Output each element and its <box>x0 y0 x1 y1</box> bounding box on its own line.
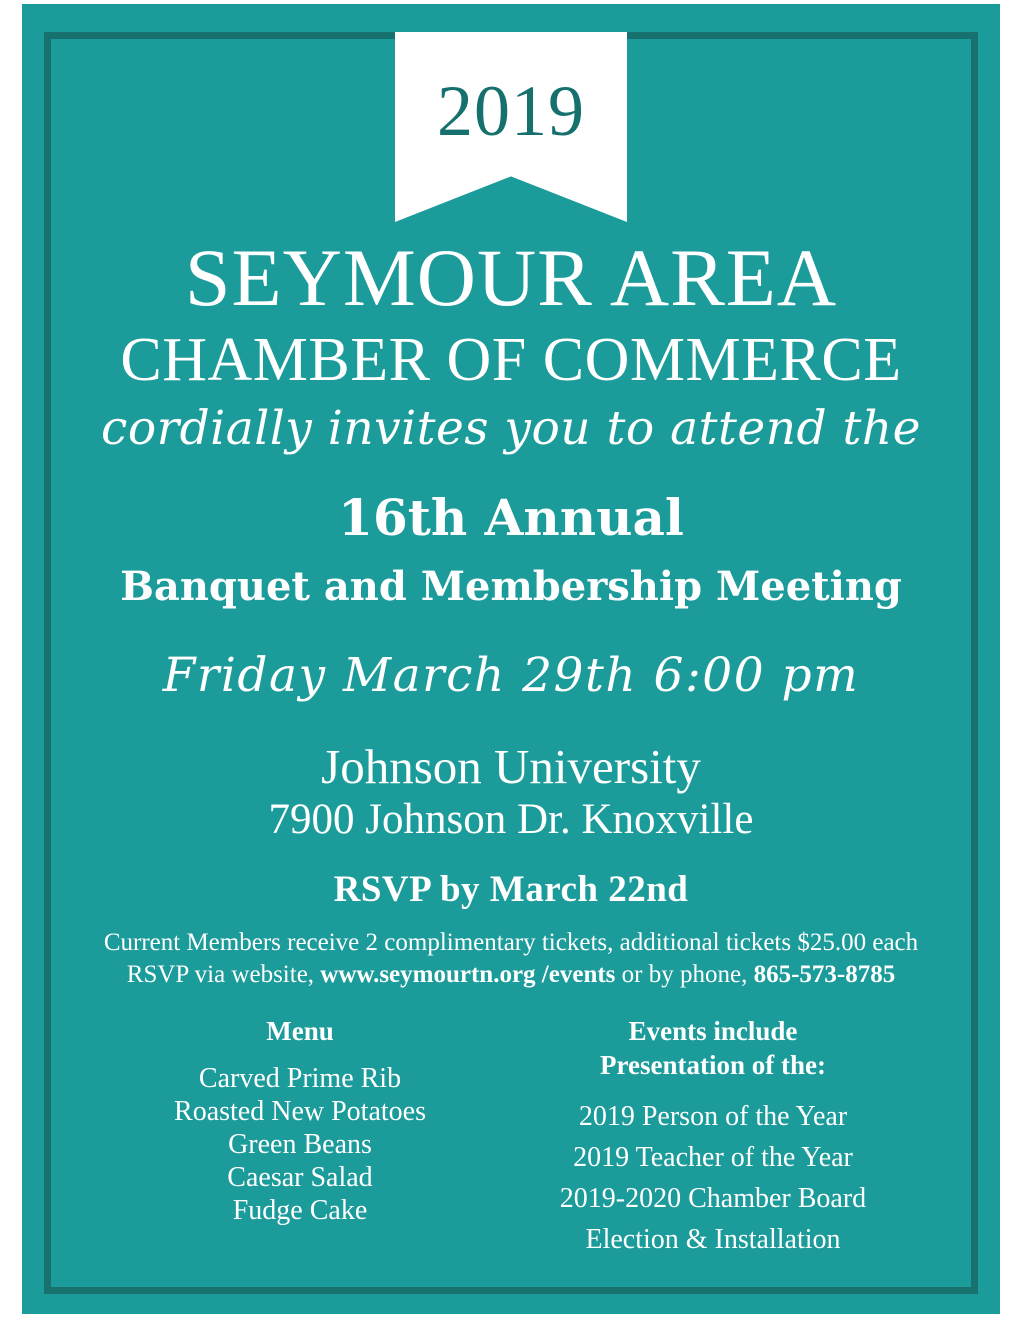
event-datetime: Friday March 29th 6:00 pm <box>162 648 860 703</box>
list-item: Election & Installation <box>585 1224 841 1255</box>
event-title-line-1: 16th Annual <box>338 488 684 547</box>
invitation-phrase: cordially invites you to attend the <box>101 401 921 456</box>
event-title-line-2: Banquet and Membership Meeting <box>120 563 902 610</box>
list-item: Fudge Cake <box>232 1195 368 1226</box>
organization-name-line-2: CHAMBER OF COMMERCE <box>120 326 902 394</box>
organization-name-line-1: SEYMOUR AREA <box>184 232 838 323</box>
events-heading-line-2: Presentation of the: <box>600 1050 826 1080</box>
list-item: Roasted New Potatoes <box>174 1096 426 1127</box>
events-column <box>511 1014 901 1260</box>
year-label: 2019 <box>437 71 585 151</box>
rsvp-note <box>51 959 971 991</box>
list-item: 2019 Teacher of the Year <box>573 1142 853 1173</box>
menu-column <box>121 1014 511 1227</box>
list-item: 2019 Person of the Year <box>578 1101 848 1132</box>
venue-name: Johnson University <box>321 739 701 794</box>
poster-content <box>51 39 971 1287</box>
list-item: Carved Prime Rib <box>198 1063 402 1094</box>
menu-list <box>121 1062 479 1227</box>
venue-address: 7900 Johnson Dr. Knoxville <box>268 796 754 843</box>
rsvp-note-prefix: RSVP via website, <box>126 961 321 988</box>
rsvp-phone[interactable]: 865-573-8785 <box>753 961 896 988</box>
list-item: Caesar Salad <box>227 1162 373 1193</box>
poster-background <box>22 4 1000 1314</box>
list-item: Green Beans <box>228 1129 372 1160</box>
list-item: 2019-2020 Chamber Board <box>559 1183 867 1214</box>
menu-heading: Menu <box>266 1016 334 1046</box>
events-list <box>525 1096 901 1260</box>
rsvp-website[interactable]: www.seymourtn.org /events <box>320 961 616 988</box>
rsvp-headline: RSVP by March 22nd <box>333 869 689 910</box>
events-heading-line-1: Events include <box>628 1016 798 1046</box>
rsvp-note-middle: or by phone, <box>615 961 754 988</box>
two-column-section <box>51 1014 971 1260</box>
events-heading <box>525 1014 901 1082</box>
ticket-note: Current Members receive 2 complimentary tickets, additional tickets $25.00 each <box>103 929 919 956</box>
